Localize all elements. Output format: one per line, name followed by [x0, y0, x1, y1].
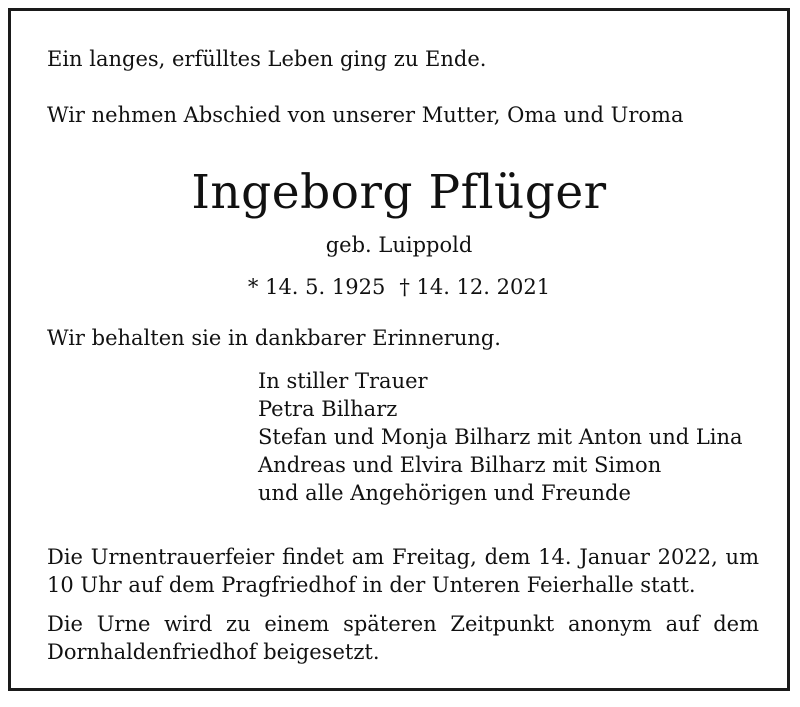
ceremony-line: 10 Uhr auf dem Pragfriedhof in der Unteren Feierhalle statt.	[47, 573, 696, 597]
farewell-text: Wir nehmen Abschied von unserer Mutter, Oma und Uroma	[47, 103, 684, 127]
ceremony-line: Die Urnentrauerfeier findet am Freitag, dem 14. Januar 2022, um	[47, 545, 759, 569]
mourners-line: und alle Angehörigen und Freunde	[258, 481, 631, 505]
maiden-name: geb. Luippold	[325, 233, 473, 257]
memory-text: Wir behalten sie in dankbarer Erinnerung.	[47, 326, 501, 350]
deceased-name: Ingeborg Pflüger	[191, 165, 607, 220]
mourners-line: Petra Bilharz	[258, 397, 398, 421]
birth-date: * 14. 5. 1925	[247, 275, 386, 299]
mourners-line: In stiller Trauer	[258, 369, 428, 393]
burial-line: Die Urne wird zu einem späteren Zeitpunkt anonym auf dem	[47, 612, 759, 636]
obituary-frame	[8, 8, 790, 691]
intro-text: Ein langes, erfülltes Leben ging zu Ende.	[47, 47, 487, 71]
burial-paragraph	[47, 610, 759, 666]
burial-line: Dornhaldenfriedhof beigesetzt.	[47, 640, 380, 664]
mourners-line: Stefan und Monja Bilharz mit Anton und Lina	[258, 425, 743, 449]
ceremony-paragraph	[47, 543, 759, 599]
death-date: † 14. 12. 2021	[399, 275, 551, 299]
life-dates	[11, 273, 787, 301]
mourners-line: Andreas und Elvira Bilharz mit Simon	[258, 453, 662, 477]
mourners-list	[258, 367, 743, 507]
